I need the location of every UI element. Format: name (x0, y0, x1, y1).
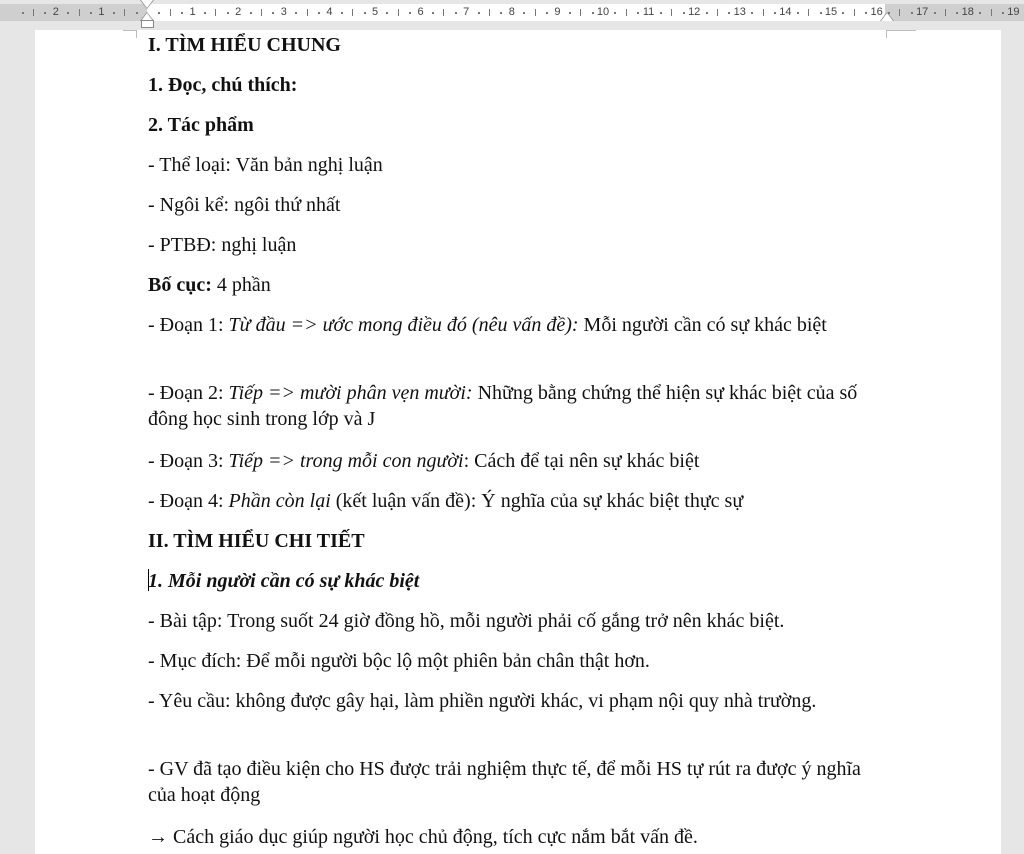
ruler-label: 5 (371, 6, 379, 18)
ruler-quarter-mark (546, 12, 548, 14)
ruler-quarter-mark (386, 12, 388, 14)
ruler-label: 14 (779, 6, 792, 18)
ruler-quarter-mark (614, 12, 616, 14)
ruler-quarter-mark (478, 12, 480, 14)
ruler-label: 17 (916, 6, 929, 18)
ruler-half-mark (215, 9, 216, 16)
ruler-half-mark (671, 9, 672, 16)
ruler-quarter-mark (751, 12, 753, 14)
ruler-half-mark (626, 9, 627, 16)
section-3-content: : Cách để tại nên sự khác biệt (463, 450, 700, 472)
ruler-label: 10 (596, 6, 610, 18)
heading-part-one: I. TÌM HIỂU CHUNG (148, 34, 341, 56)
ruler-label: 9 (554, 6, 561, 18)
ruler-quarter-mark (934, 12, 936, 14)
ruler-quarter-mark (341, 12, 343, 14)
subheading-work: 2. Tác phẩm (148, 114, 254, 136)
margin-corner-mark (886, 30, 916, 31)
ruler-quarter-mark (136, 12, 138, 14)
ruler-label: 15 (824, 6, 838, 18)
ruler-quarter-mark (455, 12, 457, 14)
section-4-content: (kết luận vấn đề): Ý nghĩa của sự khác biệt thực sự (330, 490, 744, 512)
ruler-half-mark (899, 9, 900, 16)
ruler-half-mark (33, 9, 34, 16)
paragraph-teacher: - GV đã tạo điều kiện cho HS được trải nghiệm thực tế, để mỗi HS tự rút ra được ý nghĩa của hoạt động (148, 758, 861, 806)
section-4-label: - Đoạn 4: (148, 490, 229, 512)
ruler-half-mark (489, 9, 490, 16)
ruler-quarter-mark (797, 12, 799, 14)
ruler-quarter-mark (842, 12, 844, 14)
ruler-quarter-mark (409, 12, 411, 14)
section-3-range: Tiếp => trong mỗi con người (228, 450, 464, 472)
ruler-quarter-mark (432, 12, 434, 14)
ruler-half-mark (352, 9, 353, 16)
ruler-half-mark (991, 9, 992, 16)
section-2-label: - Đoạn 2: (148, 382, 229, 404)
ruler-label: 12 (688, 6, 701, 18)
left-indent-marker[interactable] (141, 20, 154, 28)
paragraph-exercise: - Bài tập: Trong suốt 24 giờ đồng hồ, mỗi người phải cố gắng trở nên khác biệt. (148, 610, 785, 632)
ruler-quarter-mark (979, 12, 981, 14)
section-2-content: Những bằng chứng thể hiện sự khác biệt của số đông học sinh trong lớp và J (148, 382, 858, 430)
ruler-half-mark (763, 9, 764, 16)
ruler-label: 7 (463, 6, 470, 18)
ruler-quarter-mark (113, 12, 115, 14)
paragraph-narration: - Ngôi kể: ngôi thứ nhất (148, 194, 341, 216)
ruler-quarter-mark (592, 12, 594, 14)
paragraph-layout (148, 272, 888, 298)
margin-corner-mark (136, 30, 137, 38)
horizontal-ruler[interactable] (0, 0, 1024, 26)
ruler-label: 1 (98, 6, 105, 18)
ruler-quarter-mark (523, 12, 525, 14)
ruler-quarter-mark (90, 12, 92, 14)
ruler-half-mark (261, 9, 262, 16)
section-1-label: - Đoạn 1: (148, 314, 229, 336)
ruler-quarter-mark (250, 12, 252, 14)
ruler-quarter-mark (956, 12, 958, 14)
ruler-quarter-mark (158, 12, 160, 14)
paragraph-section-4 (148, 488, 888, 514)
ruler-quarter-mark (569, 12, 571, 14)
section-3-label: - Đoạn 3: (148, 450, 229, 472)
paragraph-purpose: - Mục đích: Để mỗi người bộc lộ một phiên bản chân thật hơn. (148, 650, 650, 672)
subheading-reading: 1. Đọc, chú thích: (148, 74, 298, 96)
ruler-label: 4 (326, 6, 333, 18)
ruler-quarter-mark (911, 12, 913, 14)
paragraph-section-1 (148, 312, 888, 338)
ruler-quarter-mark (637, 12, 639, 14)
ruler-quarter-mark (774, 12, 776, 14)
ruler-half-mark (535, 9, 536, 16)
ruler-half-mark (808, 9, 809, 16)
first-line-indent-marker[interactable] (141, 0, 153, 8)
heading-part-two: II. TÌM HIỂU CHI TIẾT (148, 530, 365, 552)
ruler-half-mark (854, 9, 855, 16)
ruler-quarter-mark (820, 12, 822, 14)
ruler-half-mark (945, 9, 946, 16)
ruler-quarter-mark (865, 12, 867, 14)
ruler-half-mark (170, 9, 171, 16)
ruler-quarter-mark (67, 12, 69, 14)
paragraph-genre: - Thể loại: Văn bản nghị luận (148, 154, 383, 176)
ruler-quarter-mark (272, 12, 274, 14)
ruler-half-mark (307, 9, 308, 16)
ruler-label: 16 (870, 6, 883, 18)
paragraph-conclusion: → Cách giáo dục giúp người học chủ động, tích cực nắm bắt vấn đề. (148, 826, 698, 848)
subheading-difference-text: 1. Mỗi người cần có sự khác biệt (148, 570, 420, 592)
ruler-label: 2 (235, 6, 242, 18)
subheading-difference (148, 568, 888, 594)
ruler-quarter-mark (295, 12, 297, 14)
ruler-half-mark (580, 9, 581, 16)
ruler-quarter-mark (181, 12, 183, 14)
paragraph-section-3 (148, 448, 888, 474)
paragraph-requirement: - Yêu cầu: không được gây hại, làm phiền người khác, vi phạm nội quy nhà trường. (148, 690, 817, 712)
ruler-half-mark (717, 9, 718, 16)
ruler-quarter-mark (728, 12, 730, 14)
ruler-quarter-mark (660, 12, 662, 14)
margin-corner-mark (123, 30, 137, 31)
ruler-quarter-mark (706, 12, 708, 14)
ruler-label: 13 (733, 6, 746, 18)
ruler-quarter-mark (318, 12, 320, 14)
section-2-range: Tiếp => mười phân vẹn mười: (228, 382, 473, 404)
ruler-quarter-mark (44, 12, 46, 14)
section-4-range: Phần còn lại (228, 490, 331, 512)
ruler-label: 19 (1007, 6, 1020, 18)
ruler-half-mark (124, 9, 125, 16)
ruler-quarter-mark (204, 12, 206, 14)
paragraph-expression-mode: - PTBĐ: nghị luận (148, 234, 297, 256)
ruler-half-mark (79, 9, 80, 16)
paragraph-section-2 (148, 380, 888, 432)
ruler-quarter-mark (364, 12, 366, 14)
ruler-label: 3 (280, 6, 287, 18)
section-1-range: Từ đầu => ước mong điều đó (nêu vấn đề): (228, 314, 579, 336)
section-1-content: Mỗi người cần có sự khác biệt (578, 314, 827, 336)
ruler-half-mark (398, 9, 399, 16)
ruler-quarter-mark (22, 12, 24, 14)
ruler-label: 8 (508, 6, 515, 18)
ruler-label: 2 (52, 6, 59, 18)
ruler-quarter-mark (683, 12, 685, 14)
ruler-label: 6 (417, 6, 424, 18)
right-indent-marker[interactable] (881, 13, 893, 21)
ruler-half-mark (443, 9, 444, 16)
layout-value: 4 phần (211, 274, 271, 296)
ruler-quarter-mark (500, 12, 502, 14)
ruler-label: 11 (642, 6, 655, 18)
layout-label: Bố cục: (148, 274, 212, 296)
document-page[interactable] (35, 30, 1001, 854)
ruler-label: 18 (961, 6, 974, 18)
ruler-label: 1 (189, 6, 196, 18)
ruler-quarter-mark (227, 12, 229, 14)
ruler-quarter-mark (1002, 12, 1004, 14)
